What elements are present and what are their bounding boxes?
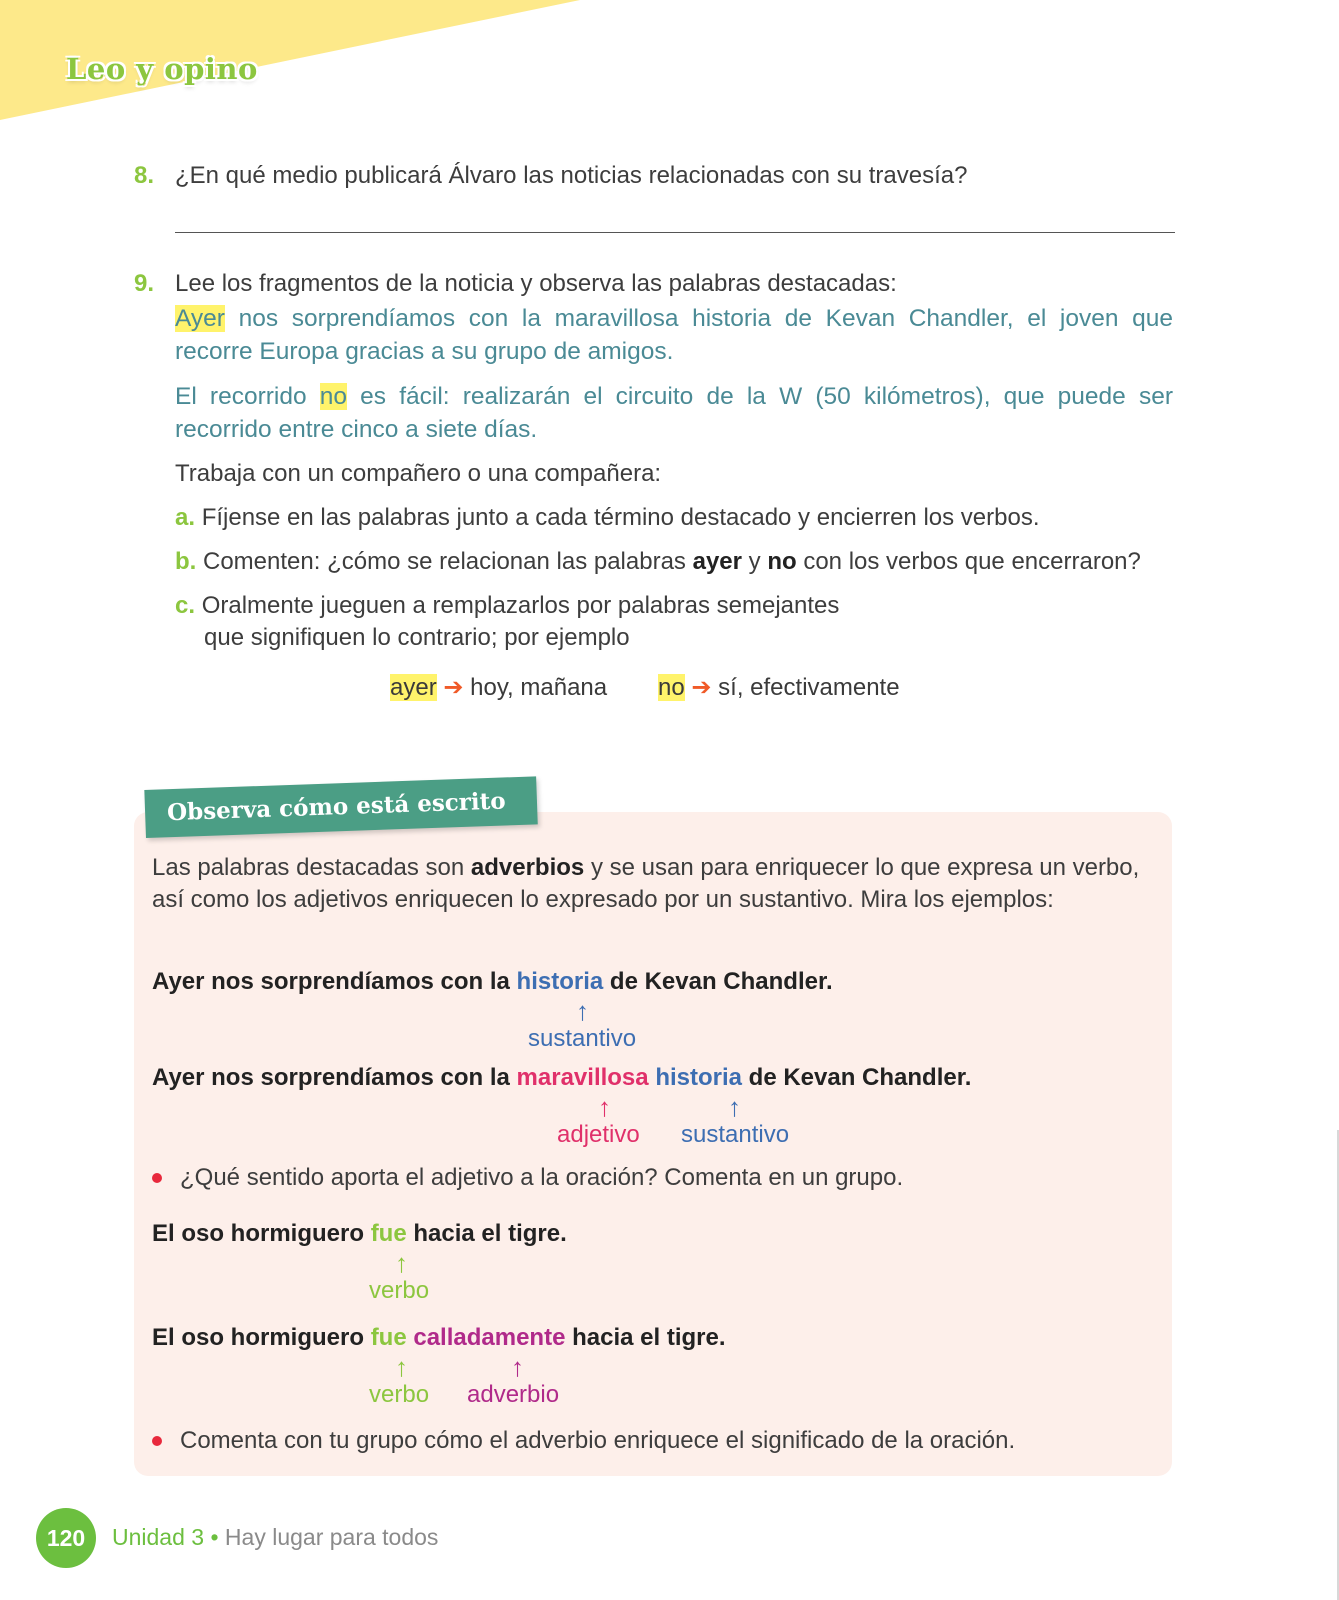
info-box-intro xyxy=(152,852,1142,916)
unit-label: Unidad 3 xyxy=(112,1524,205,1550)
example-sentence-2 xyxy=(152,1062,971,1094)
separator-dot: • xyxy=(210,1524,219,1550)
info-box-title: Observa cómo está escrito xyxy=(144,776,537,838)
verb-word: fue xyxy=(370,1220,407,1247)
highlight-ayer: Ayer xyxy=(175,305,225,332)
label-sustantivo: sustantivo xyxy=(528,1025,637,1052)
news-fragment-2 xyxy=(175,380,1173,446)
item-a xyxy=(175,502,1040,534)
noun-word: historia xyxy=(516,968,604,995)
noun-word: historia xyxy=(655,1064,742,1091)
adverb-word: calladamente xyxy=(413,1324,566,1351)
example-ayer xyxy=(390,672,607,704)
example-replacement: sí, efectivamente xyxy=(718,674,900,701)
right-arrow-icon: ➔ xyxy=(691,674,712,701)
item-b-bold-ayer: ayer xyxy=(692,548,742,575)
sentence-text: Ayer nos sorprendíamos con la xyxy=(152,1064,517,1091)
question-8-number: 8. xyxy=(134,162,155,189)
question-8-text: ¿En qué medio publicará Álvaro las noticias relacionadas con su travesía? xyxy=(175,162,968,189)
question-9-number: 9. xyxy=(134,270,155,297)
unit-title: Hay lugar para todos xyxy=(224,1524,439,1550)
label-adjetivo: adjetivo xyxy=(557,1121,640,1148)
adjective-word: maravillosa xyxy=(516,1064,649,1091)
item-b-bold-no: no xyxy=(767,548,797,575)
fragment-2-after: es fácil: realizarán el circuito de la W (50 kilómetros), que puede ser recorrido entre cinco a siete días. xyxy=(175,383,1173,443)
item-b-text-3: con los verbos que encerraron? xyxy=(796,548,1141,575)
label-sustantivo: sustantivo xyxy=(681,1121,790,1148)
item-a-text: Fíjense en las palabras junto a cada término destacado y encierren los verbos. xyxy=(201,504,1040,531)
item-c-line-1: Oralmente jueguen a remplazarlos por palabras semejantes xyxy=(201,592,840,619)
page-number: 120 xyxy=(36,1508,96,1568)
item-b-letter: b. xyxy=(175,548,197,575)
fragment-1-text: nos sorprendíamos con la maravillosa historia de Kevan Chandler, el joven que recorre Europa gracias a su grupo de amigos. xyxy=(175,305,1173,365)
news-fragment-1 xyxy=(175,302,1173,368)
up-arrow-icon: ↑ xyxy=(395,1248,408,1278)
sentence-text: El oso hormiguero xyxy=(152,1220,371,1247)
right-arrow-icon: ➔ xyxy=(443,674,464,701)
verb-word: fue xyxy=(370,1324,407,1351)
intro-bold-adverbios: adverbios xyxy=(470,854,585,881)
up-arrow-icon: ↑ xyxy=(511,1352,524,1382)
bullet-icon xyxy=(152,1436,162,1446)
example-sentence-1 xyxy=(152,966,833,998)
item-b-text-1: Comenten: ¿cómo se relacionan las palabras xyxy=(203,548,693,575)
item-c-line-2: que signifiquen lo contrario; por ejemplo xyxy=(204,624,630,651)
answer-line[interactable] xyxy=(175,232,1175,233)
sentence-text: Ayer nos sorprendíamos con la xyxy=(152,968,517,995)
example-word: no xyxy=(658,674,685,701)
example-replacement: hoy, mañana xyxy=(470,674,608,701)
section-tag: Leo y opino xyxy=(66,52,258,86)
bullet-question-1: ¿Qué sentido aporta el adjetivo a la oración? Comenta en un grupo. xyxy=(180,1164,904,1191)
example-word: ayer xyxy=(390,674,437,701)
intro-text-1: Las palabras destacadas son xyxy=(152,854,471,881)
item-c xyxy=(175,590,839,622)
bullet-question-2: Comenta con tu grupo cómo el adverbio enriquece el significado de la oración. xyxy=(180,1427,1016,1454)
highlight-no: no xyxy=(319,383,348,410)
example-sentence-3 xyxy=(152,1218,567,1250)
up-arrow-icon: ↑ xyxy=(728,1092,741,1122)
up-arrow-icon: ↑ xyxy=(395,1352,408,1382)
sentence-text: hacia el tigre. xyxy=(406,1220,567,1247)
up-arrow-icon: ↑ xyxy=(576,996,589,1026)
up-arrow-icon: ↑ xyxy=(598,1092,611,1122)
sentence-text: de Kevan Chandler. xyxy=(603,968,833,995)
work-instruction: Trabaja con un compañero o una compañera: xyxy=(175,460,662,487)
item-a-letter: a. xyxy=(175,504,196,531)
label-adverbio: adverbio xyxy=(467,1381,560,1408)
item-b-text-2: y xyxy=(741,548,768,575)
bullet-icon xyxy=(152,1173,162,1183)
sentence-text: de Kevan Chandler. xyxy=(742,1064,972,1091)
sentence-text: hacia el tigre. xyxy=(565,1324,726,1351)
example-sentence-4 xyxy=(152,1322,726,1354)
intro-text-2: y se usan para enriquecer lo que expresa un verbo, así como los adjetivos enriquecen lo expresado por un sustantivo. Mira los ejemplos: xyxy=(152,854,1140,913)
sentence-text: El oso hormiguero xyxy=(152,1324,371,1351)
label-verbo: verbo xyxy=(369,1381,430,1408)
label-verbo: verbo xyxy=(369,1277,430,1304)
fragment-2-before: El recorrido xyxy=(175,383,320,410)
footer-unit-title xyxy=(112,1524,438,1551)
item-b xyxy=(175,546,1141,578)
question-9-intro: Lee los fragmentos de la noticia y observa las palabras destacadas: xyxy=(175,270,897,297)
item-c-letter: c. xyxy=(175,592,196,619)
example-no xyxy=(658,672,900,704)
